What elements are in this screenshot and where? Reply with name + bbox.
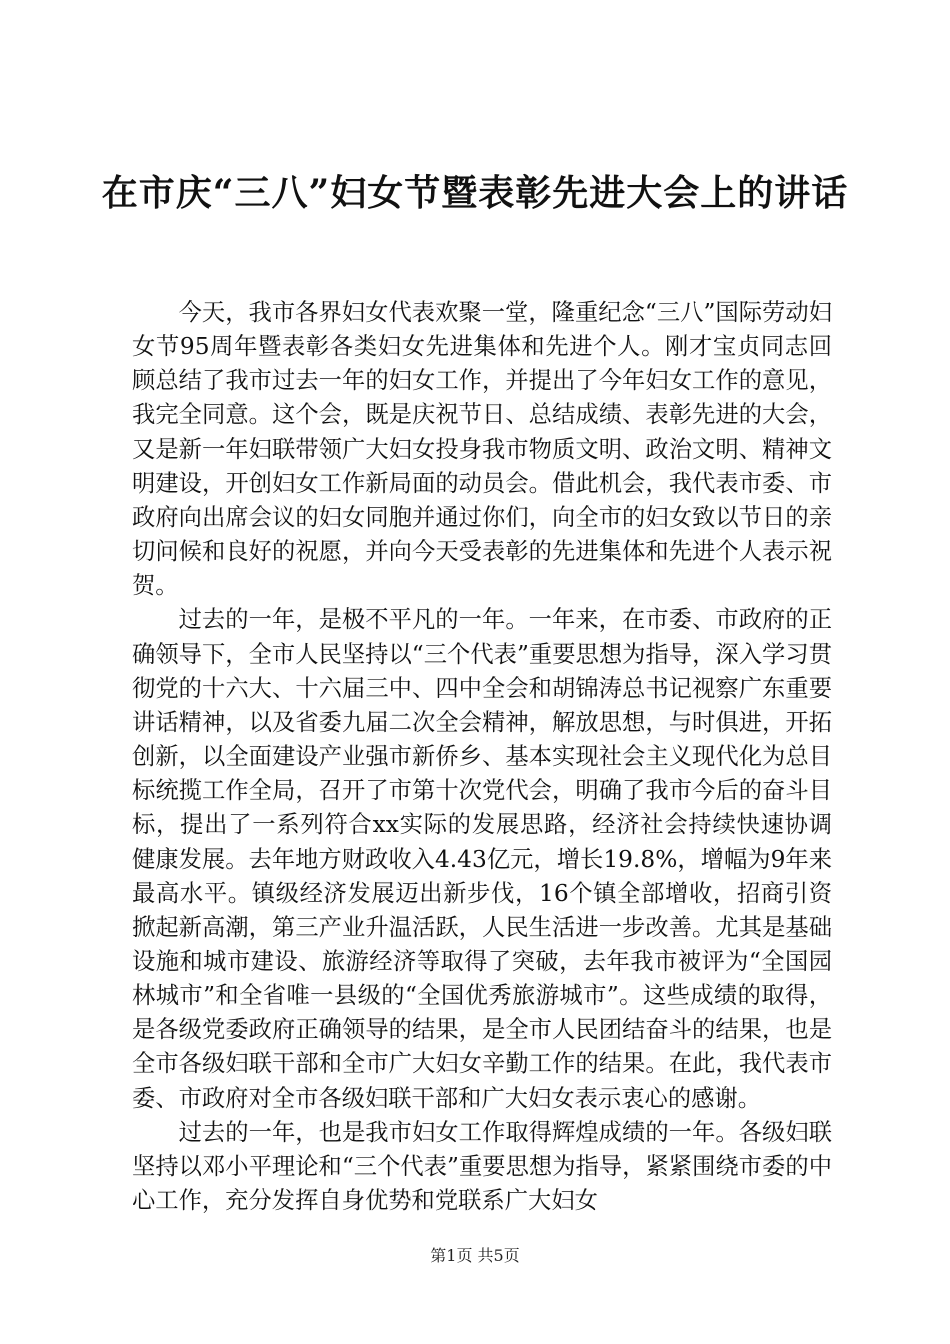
body-paragraph: 过去的一年，也是我市妇女工作取得辉煌成绩的一年。各级妇联坚持以邓小平理论和“三个代表”重要思想为指导，紧紧围绕市委的中心工作，充分发挥自身优势和党联系广大妇女 [132,1118,832,1215]
page-number: 第1页 共5页 [430,1246,520,1265]
document-body [132,296,832,1218]
body-paragraph: 过去的一年，是极不平凡的一年。一年来，在市委、市政府的正确领导下，全市人民坚持以“三个代表”重要思想为指导，深入学习贯彻党的十六大、十六届三中、四中全会和胡锦涛总书记视察广东重要讲话精神，以及省委九届二次全会精神，解放思想，与时俱进，开拓创新，以全面建设产业强市新侨乡、基本实现社会主义现代化为总目标统揽工作全局，召开了市第十次党代会，明确了我市今后的奋斗目标，提出了一系列符合xx实际的发展思路，经济社会持续快速协调健康发展。去年地方财政收入4.43亿元，增长19.8%，增幅为9年来最高水平。镇级经济发展迈出新步伐，16个镇全部增收，招商引资掀起新高潮，第三产业升温活跃，人民生活进一步改善。尤其是基础设施和城市建设、旅游经济等取得了突破，去年我市被评为“全国园林城市”和全省唯一县级的“全国优秀旅游城市”。这些成绩的取得，是各级党委政府正确领导的结果，是全市人民团结奋斗的结果，也是全市各级妇联干部和全市广大妇女辛勤工作的结果。在此，我代表市委、市政府对全市各级妇联干部和广大妇女表示衷心的感谢。 [132,606,832,1112]
page-title: 在市庆“三八”妇女节暨表彰先进大会上的讲话 [101,172,849,214]
body-paragraph: 今天，我市各界妇女代表欢聚一堂，隆重纪念“三八”国际劳动妇女节95周年暨表彰各类妇女先进集体和先进个人。刚才宝贞同志回顾总结了我市过去一年的妇女工作，并提出了今年妇女工作的意见，我完全同意。这个会，既是庆祝节日、总结成绩、表彰先进的大会，又是新一年妇联带领广大妇女投身我市物质文明、政治文明、精神文明建设，开创妇女工作新局面的动员会。借此机会，我代表市委、市政府向出席会议的妇女同胞并通过你们，向全市的妇女致以节日的亲切问候和良好的祝愿，并向今天受表彰的先进集体和先进个人表示祝贺。 [132,299,832,600]
